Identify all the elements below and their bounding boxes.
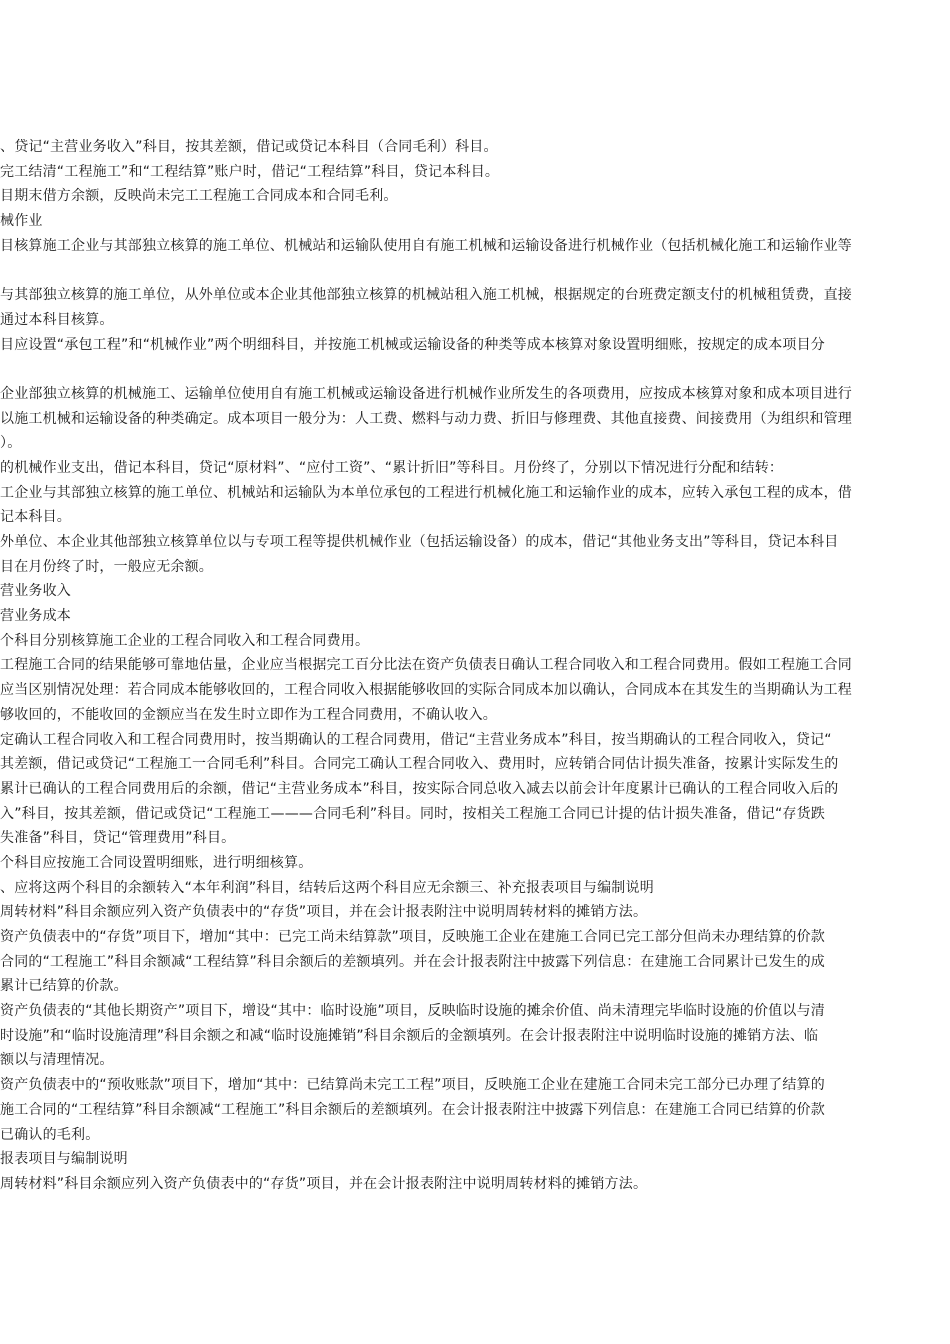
text-line: 与其部独立核算的施工单位，从外单位或本企业其他部独立核算的机械站租入施工机械，根据规定的台班费定额支付的机械租赁费，直接 [0, 287, 852, 304]
text-line: 械作业 [0, 213, 43, 230]
text-line: 资产负债表的“其他长期资产”项目下，增设“其中：临时设施”项目，反映临时设施的摊余价值、尚未清理完毕临时设施的价值以与清 [0, 1003, 826, 1020]
text-line: 营业务收入 [0, 583, 71, 600]
text-line: 工程施工合同的结果能够可靠地估量，企业应当根据完工百分比法在资产负债表日确认工程合同收入和工程合同费用。假如工程施工合同 [0, 657, 852, 674]
text-line: 记本科目。 [0, 509, 71, 526]
text-line: 目应设置“承包工程”和“机械作业”两个明细科目，并按施工机械或运输设备的种类等成本核算对象设置明细账，按规定的成本项目分 [0, 336, 826, 353]
text-line: 已确认的毛利。 [0, 1126, 100, 1143]
text-line: 施工合同的“工程结算”科目余额减“工程施工”科目余额后的差额填列。在会计报表附注中披露下列信息：在建施工合同已结算的价款 [0, 1101, 826, 1118]
text-line: 完工结清“工程施工”和“工程结算”账户时，借记“工程结算”科目，贷记本科目。 [0, 163, 500, 180]
text-line: 合同的“工程施工”科目余额减“工程结算”科目余额后的差额填列。并在会计报表附注中披露下列信息：在建施工合同累计已发生的成 [0, 953, 826, 970]
text-line: 资产负债表中的“预收账款”项目下，增加“其中：已结算尚未完工工程”项目，反映施工企业在建施工合同未完工部分已办理了结算的 [0, 1077, 826, 1094]
text-line: 时设施”和“临时设施清理”科目余额之和减“临时设施摊销”科目余额后的金额填列。在会计报表附注中说明临时设施的摊销方法、临 [0, 1027, 819, 1044]
text-line: 失准备”科目，贷记“管理费用”科目。 [0, 830, 236, 847]
text-line: 累计已确认的工程合同费用后的余额，借记“主营业务成本”科目，按实际合同总收入减去以前会计年度累计已确认的工程合同收入后的 [0, 780, 839, 797]
text-line: 周转材料”科目余额应列入资产负债表中的“存货”项目，并在会计报表附注中说明周转材料的摊销方法。 [0, 1175, 648, 1192]
text-line: 额以与清理情况。 [0, 1052, 114, 1069]
text-line: 报表项目与编制说明 [0, 1151, 128, 1168]
text-line: 目在月份终了时，一般应无余额。 [0, 558, 213, 575]
text-line: 周转材料”科目余额应列入资产负债表中的“存货”项目，并在会计报表附注中说明周转材料的摊销方法。 [0, 904, 648, 921]
text-line: 外单位、本企业其他部独立核算单位以与专项工程等提供机械作业（包括运输设备）的成本，借记“其他业务支出”等科目，贷记本科目 [0, 534, 839, 550]
text-line: 定确认工程合同收入和工程合同费用时，按当期确认的工程合同费用，借记“主营业务成本”科目，按当期确认的工程合同收入，贷记“ [0, 731, 832, 748]
text-line: ）。 [0, 435, 22, 452]
text-line: 以施工机械和运输设备的种类确定。成本项目一般分为：人工费、燃料与动力费、折旧与修理费、其他直接费、间接费用（为组织和管理 [0, 410, 852, 427]
text-line: 应当区别情况处理：若合同成本能够收回的，工程合同收入根据能够收回的实际合同成本加以确认，合同成本在其发生的当期确认为工程 [0, 682, 852, 699]
text-line: 累计已结算的价款。 [0, 978, 128, 995]
text-line [0, 357, 950, 382]
text-line [0, 258, 950, 283]
text-line: 个科目应按施工合同设置明细账，进行明细核算。 [0, 854, 313, 871]
text-line: 、应将这两个科目的余额转入“本年利润”科目，结转后这两个科目应无余额三、补充报表项目与编制说明 [0, 879, 654, 896]
text-line: 资产负债表中的“存货”项目下，增加“其中：已完工尚未结算款”项目，反映施工企业在建施工合同已完工部分但尚未办理结算的价款 [0, 929, 826, 945]
text-line: 其差额，借记或贷记“工程施工一合同毛利”科目。合同完工确认工程合同收入、费用时，应转销合同估计损失准备，按累计实际发生的 [0, 756, 839, 773]
text-line: 够收回的，不能收回的金额应当在发生时立即作为工程合同费用，不确认收入。 [0, 706, 497, 723]
text-line: 目核算施工企业与其部独立核算的施工单位、机械站和运输队使用自有施工机械和运输设备进行机械作业（包括机械化施工和运输作业等 [0, 237, 852, 254]
text-line: 入”科目，按其差额，借记或贷记“工程施工———合同毛利”科目。同时，按相关工程施工合同已计提的估计损失准备，借记“存货跌 [0, 805, 826, 822]
text-line: 个科目分别核算施工企业的工程合同收入和工程合同费用。 [0, 632, 370, 649]
text-line: 、贷记“主营业务收入”科目，按其差额，借记或贷记本科目（合同毛利）科目。 [0, 139, 498, 155]
text-line: 营业务成本 [0, 608, 71, 625]
text-line: 的机械作业支出，借记本科目，贷记“原材料”、“应付工资”、“累计折旧”等科目。月份终了，分别以下情况进行分配和结转： [0, 459, 784, 476]
document-body [0, 135, 950, 1197]
text-line: 目期末借方余额，反映尚未完工工程施工合同成本和合同毛利。 [0, 188, 398, 205]
text-line: 企业部独立核算的机械施工、运输单位使用自有施工机械或运输设备进行机械作业所发生的各项费用，应按成本核算对象和成本项目进行 [0, 385, 852, 402]
text-line: 通过本科目核算。 [0, 311, 114, 328]
text-line: 工企业与其部独立核算的施工单位、机械站和运输队为本单位承包的工程进行机械化施工和运输作业的成本，应转入承包工程的成本，借 [0, 484, 852, 501]
